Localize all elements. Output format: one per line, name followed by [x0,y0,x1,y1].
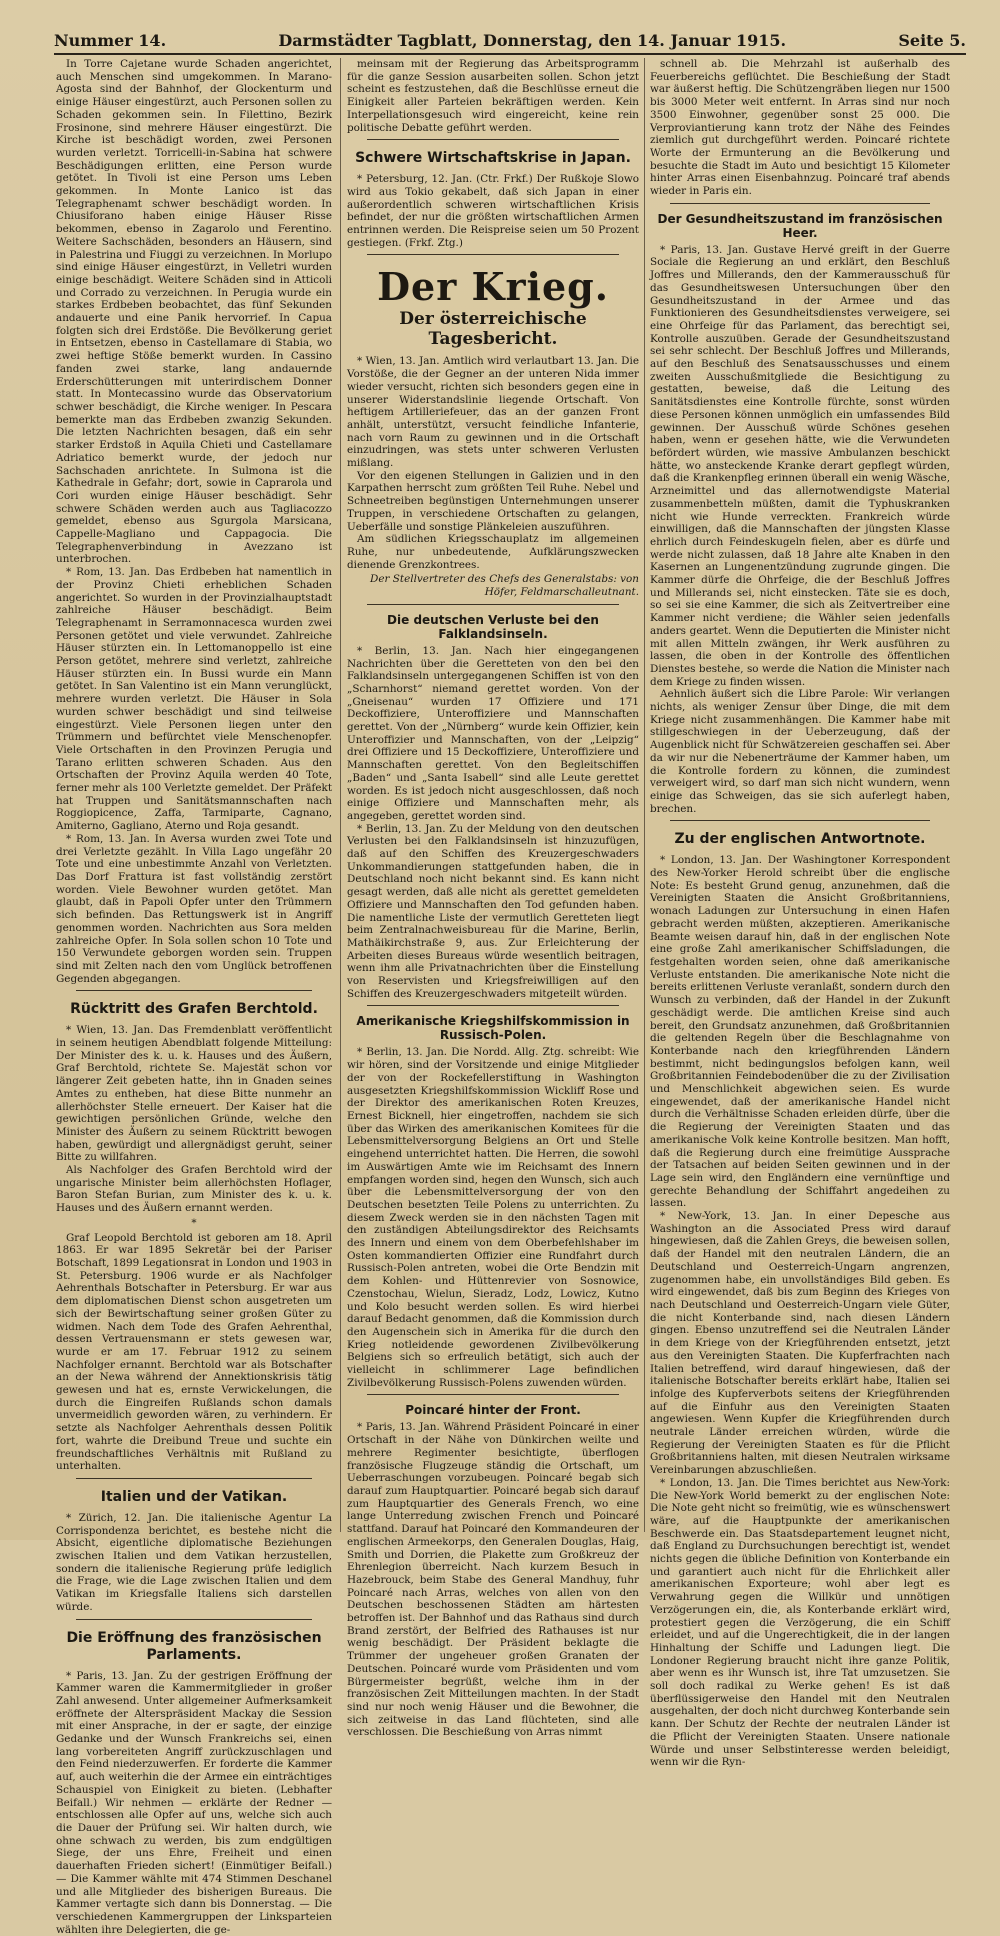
article-paragraph: * Berlin, 13. Jan. Zu der Meldung von den deutschen Verlusten bei den Falklandsinseln ist hinzuzufügen, daß auf den Schiffen des Kreuzergeschwaders Unkommandierungen stattgefunden haben, die in Deutschland noch nicht bekannt sind. Es kann nicht gesagt werden, daß alle nicht als gerettet gemeldeten Offiziere und Mannschaften den Tod gefunden haben. Die namentliche Liste der vermutlich Geretteten liegt beim Zentralnachweisbureau für die Marine, Berlin, Mathäikirchstraße 9, aus. Zur Erleichterung der Arbeiten dieses Bureaus würde wesentlich beitragen, wenn ihm alle Privatnachrichten über die Einstellung von Reservisten und Kriegsfreiwilligen auf den Schiffen des Kreuzergeschwaders mitgeteilt würden. [347,822,639,1000]
article-paragraph: * Paris, 13. Jan. Gustave Hervé greift in der Guerre Sociale die Regierung an und erklärt, den Beschluß Joffres und Millerands, den der Kammerausschuß für das Gesundheitswesen Untersuchungen über den Gesundheitszustand in der Armee und das Funktionieren des Gesundheitsdienstes verweigere, sei eine Ohrfeige für das Parlament, das berechtigt sei, Kontrolle auszuüben. Gerade der Gesundheitszustand sei sehr schlecht. Der Beschluß Joffres und Millerands, auf den Beschluß des Senatsausschusses und einem zweiten Ausschußmitgliede die Besichtigung zu gestatten, beweise, daß die Leitung des Sanitätsdienstes eine Kontrolle fürchte, sonst würden diese Personen können unmöglich ein umfassendes Bild gewinnen. Der Ausschuß würde Schönes gesehen haben, wenn er gesehen hätte, wie die Verwundeten befördert würden, wie massive Ambulanzen beschickt hätte, wo ansteckende Kranke derart gepflegt würden, daß die Krankenpfleg erinnen überall ein wenig Wäsche, Arzneimittel und das allernotwendigste Material zusammenbetteln müßten, damit die Typhuskranken nicht wie Hunde verreckten. Frankreich würde einwilligen, daß die Mannschaften der jüngsten Klasse ehrlich durch Feindeskugeln fielen, aber es dürfe und werde nicht zulassen, daß 18 Jahre alte Knaben in den Kasernen an Lungenentzündung zugrunde gingen. Die Kammer dürfe die Ohrfeige, die der Beschluß Joffres und Millerands sei, nicht einstecken. Täte sie es doch, so sei sie eine Kammer, die sich als Zeitvertreiber eine Kammer nicht verdiene; die Wähler seien jedenfalls anders geartet. Wenn die Deputierten die Minister nicht mit allen Mitteln zwängen, ihr Werk ausführen zu lassen, die oben in der Kontrolle des öffentlichen Dienstes bestehe, so werde die Nation die Minister nach dem Kriege zu finden wissen. [650,243,950,688]
article-paragraph: * Paris, 13. Jan. Während Präsident Poincaré in einer Ortschaft in der Nähe von Dünkirchen weilte und mehrere Regimenter besichtigte, überflogen französische Flugzeuge ständig die Ortschaft, um Ueberraschungen vorzubeugen. Poincaré begab sich darauf zum Hauptquartier. Poincaré begab sich darauf zum Hauptquartier des Generals French, wo eine lange Unterredung zwischen French und Poincaré stattfand. Darauf hat Poincaré den Kommandeuren der englischen Armeekorps, den Generalen Douglas, Haig, Smith und Dorrien, die Plakette zum Großkreuz der Ehrenlegion überreicht. Nach kurzem Besuch in Hazebrouck, beim Stabe des General Mandhuy, fuhr Poincaré nach Arras, welches von allen von den Deutschen beschossenen Städten am härtesten betroffen ist. Der Bahnhof und das Rathaus sind durch Brand zerstört, der Belfried des Rathauses ist nur wenig beschädigt. Der Präsident beklagte die Trümmer der ungeheuer großen Granaten der Deutschen. Poincaré wurde vom Präsidenten und vom Bürgermeister begrüßt, welche ihm in der französischen Zeit Mitteilungen machten. In der Stadt sind nur noch wenig Häuser und die Bewohner, die sich zeitweise in das Land flüchteten, sind alle verschlossen. Die Beschießung von Arras nimmt [347,1421,639,1739]
article-paragraph: * Wien, 13. Jan. Das Fremdenblatt veröffentlicht in seinem heutigen Abendblatt folgende Mitteilung: Der Minister des k. u. k. Hauses und des Äußern, Graf Berchtold, richtete Se. Majestät schon vor längerer Zeit gebeten hatte, ihn in Gnaden seines Amtes zu entheben, hat diese Bitte nunmehr an allerhöchster Stelle erneuert. Der Kaiser hat die gewichtigen persönlichen Gründe, welche den Minister des Äußern zu seinem Rücktritt bewogen haben, gewürdigt und allergnädigst geruht, seiner Bitte zu willfahren. [56,1024,332,1164]
divider [367,1394,619,1395]
divider [670,820,930,821]
divider [367,1005,619,1006]
headline-berchtold: Rücktritt des Grafen Berchtold. [70,1001,318,1018]
article-paragraph: Graf Leopold Berchtold ist geboren am 18. April 1863. Er war 1895 Sekretär bei der Pariser Botschaft, 1899 Legationsrat in London und 1903 in St. Petersburg. 1906 wurde er als Nachfolger Aehrenthals Botschafter in Petersburg. Er war aus dem diplomatischen Dienst schon ausgetreten um sich der Bewirtschaftung seiner großen Güter zu widmen. Nach dem Tode des Grafen Aehrenthal, dessen Vertrauensmann er stets gewesen war, wurde er am 17. Februar 1912 zu seinem Nachfolger ernannt. Berchtold war als Botschafter an der Newa während der Annektionskrisis tätig gewesen und hat es, ernste Verwickelungen, die durch die Eingreifen Rußlands schon damals unvermeidlich geworden wären, zu verhindern. Er setzte als Nachfolger Aehrenthals dessen Politik fort, wahrte die Dreibund Treue und suchte ein freundschaftliches Verhältnis mit Rußland zu unterhalten. [56,1231,332,1473]
column-1 [56,58,332,1936]
article-paragraph: * Petersburg, 12. Jan. (Ctr. Frkf.) Der Rußkoje Slowo wird aus Tokio gekabelt, daß sich Japan in einer außerordentlich schweren wirtschaftlichen Krisis befindet, der nur die größten wirtschaftlichen Armen entrinnen werden. Die Reispreise seien um 50 Prozent gestiegen. (Frkf. Ztg.) [347,173,639,249]
divider [367,139,619,140]
article-paragraph: * Paris, 13. Jan. Zu der gestrigen Eröffnung der Kammer waren die Kammermitglieder in großer Zahl anwesend. Unter allgemeiner Aufmerksamkeit eröffnete der Alterspräsident Mackay die Session mit einer Ansprache, in der er sagte, der einzige Gedanke und der Wunsch Frankreichs sei, einen lang vorbereiteten Angriff zurückzuschlagen und den Feind niederzuwerfen. Er forderte die Kammer auf, auch weiterhin die der Armee ein einträchtiges Schauspiel von Einigkeit zu bieten. (Lebhafter Beifall.) Wir nehmen — erklärte der Redner — entschlossen alle Opfer auf uns, welche sich auch die Dauer der Prüfung sei. Wir halten durch, wie ohne schwach zu werden, bis zum endgültigen Siege, der uns Ehre, Freiheit und einen dauerhaften Frieden sichert! (Einmütiger Beifall.) — Die Kammer wählte mit 474 Stimmen Deschanel und alle Mitglieder des bisherigen Bureaus. Die Kammer vertagte sich dann bis Donnerstag. — Die verschiedenen Kammergruppen der Linksparteien wählten ihre Delegierten, die ge- [56,1669,332,1936]
article-paragraph: * Zürich, 12. Jan. Die italienische Agentur La Corrispondenza berichtet, es bestehe nicht die Absicht, eigentliche diplomatische Beziehungen zwischen Italien und dem Vatikan herzustellen, sondern die italienische Regierung prüfe lediglich die Frage, wie die Lage zwischen Italien und dem Vatikan im Kriegsfalle Italiens sich darstellen würde. [56,1511,332,1613]
divider [76,990,312,991]
article-paragraph: schnell ab. Die Mehrzahl ist außerhalb des Feuerbereichs geflüchtet. Die Beschießung der Stadt war äußerst heftig. Die Schützengräben liegen nur 1500 bis 3000 Meter weit entfernt. In Arras sind nur noch 3500 Einwohner, gegenüber sonst 25 000. Die Verproviantierung kann trotz der Nähe des Feindes ziemlich gut durchgeführt werden. Poincaré richtete Worte der Ermunterung an die Bevölkerung und besuchte die Stadt im Auto und besichtigt 15 Kilometer hinter Arras einen Eisenbahnzug. Poincaré traf abends wieder in Paris ein. [650,58,950,198]
column-rule-1 [340,58,341,1532]
divider [367,604,619,605]
headline-der-krieg: Der Krieg. [377,264,609,310]
article-paragraph: * Berlin, 13. Jan. Nach hier eingegangenen Nachrichten über die Geretteten von den bei den Falklandsinseln untergegangenen Schiffen ist von den „Scharnhorst“ niemand gerettet worden. Von der „Gneisenau“ wurden 17 Offiziere und 171 Deckoffiziere, Unteroffiziere und Mannschaften gerettet. Von der „Nürnberg“ wurde kein Offizier, kein Unteroffizier und Mannschaften, von der „Leipzig“ drei Offiziere und 15 Deckoffiziere, Unteroffiziere und Mannschaften gerettet. Von den Begleitschiffen „Baden“ und „Santa Isabell“ sind alle Leute gerettet worden. Es ist jedoch nicht ausgeschlossen, daß noch einige Offiziere und Mannschaften mehr, als angegeben, gerettet worden sind. [347,644,639,822]
divider [670,203,930,204]
article-paragraph: Als Nachfolger des Grafen Berchtold wird der ungarische Minister beim allerhöchsten Hoflager, Baron Stefan Burian, zum Minister des k. u. k. Hauses und des Äußern ernannt werden. [56,1164,332,1215]
column-rule-2 [644,58,645,1532]
article-paragraph: In Torre Cajetane wurde Schaden angerichtet, auch Menschen sind umgekommen. In Marano-Agosta sind der Bahnhof, der Glockenturm und einige Häuser eingestürzt, auch Personen sollen zu Schaden gekommen sein. In Filettino, Bezirk Frosinone, sind mehrere Häuser eingestürzt. Die Kirche ist beschädigt worden, zwei Personen wurden verletzt. Torricelli-in-Sabina hat schwere Beschädigungen erlitten, eine Person wurde getötet. In Tivoli ist eine Person ums Leben gekommen. In Monte Lanico ist das Telegraphenamt schwer beschädigt worden. In Chiusiforano haben einige Häuser Risse bekommen, ebenso in Zagarolo und Ferentino. Weitere Sachschäden, besonders an Häusern, sind in Palestrina und Fiuggi zu verzeichnen. In Morlupo sind einige Häuser eingestürzt, in Velletri wurden einige beschädigt. Weitere Schäden sind in Atticoli und Corrado zu verzeichnen. In Perugia wurde ein starkes Erdbeben beobachtet, das fünf Sekunden andauerte und eine Panik hervorrief. In Capua folgten sich drei Erdstöße. Die Bevölkerung geriet in Entsetzen, ebenso in Castellamare di Stabia, wo zwei heftige Stöße bemerkt wurden. In Cassino fanden zwei starke, lang andauernde Erderschütterungen mit unterirdischem Donner statt. In Montecassino wurde das Observatorium schwer beschädigt, die Kirche weniger. In Pescara bemerkte man das Erdbeben zwanzig Sekunden. Die letzten Nachrichten besagen, daß ein sehr starker Erdstoß in Aquila Chieti und Castellamare Adriatico bemerkt wurde, der jedoch nur Sachschaden anrichtete. In Sulmona ist die Kathedrale in Gefahr; dort, sowie in Caprarola und Cori wurden einige Häuser beschädigt. Sehr schwere Schäden werden auch aus Tagliacozzo gemeldet, ebenso aus Sgurgola Marsicana, Cappelle-Magliano und Cappagocia. Die Telegraphenverbindung in Avezzano ist unterbrochen. [56,58,332,566]
column-2 [347,58,639,1739]
article-paragraph: * Rom, 13. Jan. Das Erdbeben hat namentlich in der Provinz Chieti erheblichen Schaden angerichtet. So wurden in der Provinzialhauptstadt zahlreiche Häuser beschädigt. Beim Telegraphenamt in Serramonnacesca wurden zwei Personen getötet und viele verwundet. Zahlreiche Häuser stürzten ein. In Lettomanoppello ist eine Person getötet, mehrere sind verletzt, zahlreiche Häuser stürzten ein. In Bussi wurde ein Mann getötet. In San Valentino ist ein Mann verunglückt, mehrere wurden verletzt. Die Häuser in Sola wurden schwer beschädigt und sind teilweise eingestürzt. Viele Personen liegen unter den Trümmern und befürchtet viele Menschenopfer. Viele Ortschaften in den Provinzen Perugia und Tarano erlitten schweren Schaden. Aus den Ortschaften der Provinz Aquila werden 40 Tote, ferner mehr als 100 Verletzte gemeldet. Der Präfekt hat Truppen und Sanitätsmannschaften nach Roggiopicence, Zaffa, Tarmiparte, Cagnano, Amiterno, Gagliano, Aterno und Roja gesandt. [56,566,332,833]
divider [76,1619,312,1620]
article-paragraph: * Rom, 13. Jan. In Aversa wurden zwei Tote und drei Verletzte gezählt. In Villa Lago ungefähr 20 Tote und eine unbestimmte Anzahl von Verletzten. Das Dorf Frattura ist fast vollständig zerstört worden. Viele Bewohner wurden getötet. Man glaubt, daß in Papoli Opfer unter den Trümmern sich befinden. Das Rettungswerk ist in Angriff genommen worden. Nachrichten aus Sora melden zahlreiche Opfer. In Sola sollen schon 10 Tote und 150 Verwundete geborgen worden sein. Truppen sind mit Zelten nach den vom Unglück betroffenen Gegenden abgegangen. [56,832,332,985]
article-paragraph: * London, 13. Jan. Die Times berichtet aus New-York: Die New-York World bemerkt zu der englischen Note: Die Note geht nicht so freimütig, wie es wünschenswert wäre, auf die Hauptpunkte der amerikanischen Beschwerde ein. Das Staatsdepartement leugnet nicht, daß England zu Durchsuchungen berechtigt ist, wendet nichts gegen die übliche Definition von Konterbande ein und garantiert auch nicht für die Ehrlichkeit aller amerikanischen Exporteure; wohl aber legt es Verwahrung gegen die Willkür und unnötigen Verzögerungen ein, die, als Konterbande erklärt wird, protestiert gegen die Verzögerung, die ein Schiff erleidet, und auf die Ungerechtigkeit, die in der langen Hinhaltung der Schiffe und Ladungen liegt. Die Londoner Regierung braucht nicht ihre ganze Politik, aber wenn es ihr Wunsch ist, ihre Tat umzusetzen. Sie soll doch radikal zu Werke gehen! Es ist daß überflüssigerweise den Handel mit den Neutralen ausgehalten, der doch nicht durchweg Konterbande sein kann. Der Schutz der Rechte der neutralen Länder ist die Pflicht der Vereinigten Staaten. Unsere nationale Würde und unser Selbstinteresse werden beleidigt, wenn wir die Ryn- [650,1476,950,1769]
page-number: Seite 5. [898,31,966,50]
article-paragraph: * London, 13. Jan. Der Washingtoner Korrespondent des New-Yorker Herold schreibt über die englische Note: Es besteht Grund genug, anzunehmen, daß die Vereinigten Staaten die Ansicht Großbritanniens, wonach Ladungen zur Untersuchung in einen Hafen gebracht werden müßten, akzeptieren. Amerikanische Beamte weisen darauf hin, daß in der englischen Note eine große Zahl amerikanischer Schiffsladungen, die festgehalten worden seien, ohne daß amerikanische Verluste entstanden. Die amerikanische Note nicht die bereits erlittenen Verluste veranlaßt, sondern durch den Wunsch zu verbinden, daß der Handel in der Zukunft geschädigt werde. Die amtlichen Kreise sind auch bereit, den Grundsatz anzunehmen, daß Großbritannien die geltenden Regeln über die Beschlagnahme von Konterbande nach den kriegführenden Ländern bestimmt, nicht bedingungslos befolgen kann, weil Großbritannien Feindebodenüber die zu der Zivilisation und Menschlichkeit abgewichen seien. Es wurde eingewendet, daß der amerikanische Handel nicht durch die Verhältnisse Schaden erleiden dürfe, über die die Regierung der Vereinigten Staaten und das amerikanische Volk keine Kontrolle besitzen. Man hofft, daß die Regierung durch eine freimütige Aussprache der Tatsachen auf beiden Seiten gewinnen und in der Lage sein wird, den Engländern eine vernünftige und gerechte Behandlung der Schiffahrt angedeihen zu lassen. [650,854,950,1210]
article-paragraph: Aehnlich äußert sich die Libre Parole: Wir verlangen nichts, als weniger Zensur über Dinge, die mit dem Kriege nicht zusammenhängen. Die Kammer habe mit stillgeschwiegen in der Ueberzeugung, daß der Augenblick nicht für Schwätzereien geschaffen sei. Aber da wir nur die Nebenerträume der Kammer haben, um die Kontrolle fordern zu können, die zumindest verweigert wird, so darf man sich nicht wundern, wenn einige das Schweigen, das sie sich auferlegt haben, brechen. [650,688,950,815]
article-paragraph: * Wien, 13. Jan. Amtlich wird verlautbart 13. Jan. Die Vorstöße, die der Gegner an der unteren Nida immer wieder versucht, richten sich besonders gegen eine in unserer Widerstandslinie liegende Ortschaft. Von heftigem Artilleriefeuer, das an der ganzen Front anhält, unterstützt, versucht feindliche Infanterie, nach vorn Raum zu gewinnen und in die Ortschaft einzudringen, was stets unter schweren Verlusten mißlang. [347,355,639,470]
masthead-title: Darmstädter Tagblatt, Donnerstag, den 14. Januar 1915. [278,31,787,50]
headline-japan: Schwere Wirtschaftskrise in Japan. [355,150,631,167]
issue-number: Nummer 14. [54,31,167,50]
headline-vatikan: Italien und der Vatikan. [100,1488,288,1505]
column-3 [650,58,950,1769]
article-paragraph: meinsam mit der Regierung das Arbeitsprogramm für die ganze Session ausarbeiten sollen. Schon jetzt scheint es festzustehen, daß die Beschlüsse erneut die Einigkeit aller Parteien bekräftigen werden. Kein Interpellationsgesuch wird eingereicht, keine rein politische Debatte geführt werden. [347,58,639,134]
masthead [54,26,966,55]
headline-poincare: Poincaré hinter der Front. [405,1403,581,1418]
headline-parlament: Die Eröffnung des französischen Parlaments. [66,1629,322,1663]
article-paragraph: Am südlichen Kriegsschauplatz im allgemeinen Ruhe, nur unbedeutende, Aufklärungszwecken dienende Grenzkontrees. [347,533,639,571]
headline-antwortnote: Zu der englischen Antwortnote. [674,831,926,848]
signature: Der Stellvertreter des Chefs des Generalstabs: von Höfer, Feldmarschalleutnant. [370,573,639,599]
separator-star: * [191,1216,197,1229]
headline-gesundheit: Der Gesundheitszustand im französischen Heer. [657,211,943,240]
article-paragraph: * Berlin, 13. Jan. Die Nordd. Allg. Ztg. schreibt: Wie wir hören, sind der Vorsitzende und einige Mitglieder der von der Rockefellerstiftung in Washington ausgesetzten Kriegshilfskommission Wickliff Rose und der Direktor des amerikanischen Roten Kreuzes, Ernest Bicknell, hier eingetroffen, nachdem sie sich über das Wirken des amerikanischen Komitees für die Lebensmittelversorgung Belgiens an Ort und Stelle eingehend unterrichtet hatten. Die Herren, die sowohl im Auswärtigen Amte wie im Reichsamt des Innern empfangen worden sind, hegen den Wunsch, sich auch über die Lebensmittelversorgung der von den Deutschen besetzten Teile Polens zu unterrichten. Zu diesem Zweck werden sie in den nächsten Tagen mit den zuständigen Abteilungsdirektor des Reichsamts des Innern und einem von dem Oberbefehlshaber im Osten kommandierten Offizier eine Rundfahrt durch Russisch-Polen antreten, wobei die Orte Bendzin mit dem Kohlen- und Hüttenrevier von Sosnowice, Czenstochau, Wielun, Sieradz, Lodz, Lowicz, Kutno und Kolo besucht werden sollen. Es wird hierbei darauf Bedacht genommen, daß die Kommission durch den Augenschein sich in Amerika für die durch den Krieg notleidende gewordenen Zivilbevölkerung Belgiens sich so erfreulich betätigt, sich auch der vielleicht in schlimmerer Lage befindlichen Zivilbevölkerung Russisch-Polens zuwenden würden. [347,1046,639,1389]
divider [367,254,619,255]
subheadline-tagesbericht: Der österreichische Tagesbericht. [399,309,587,350]
divider [76,1478,312,1479]
headline-amerika: Amerikanische Kriegshilfskommission in Russisch-Polen. [356,1014,630,1043]
article-paragraph: Vor den eigenen Stellungen in Galizien und in den Karpathen herrscht zum größten Teil Ruhe. Nebel und Schneetreiben begünstigen Unternehmungen unserer Truppen, in verschiedene Ortschaften zu gelangen, Ueberfälle und sonstige Plänkeleien auszuführen. [347,469,639,533]
headline-falkland: Die deutschen Verluste bei den Falklandsinseln. [387,612,599,641]
article-paragraph: * New-York, 13. Jan. In einer Depesche aus Washington an die Associated Press wird darauf hingewiesen, daß die Zahlen Greys, die beweisen sollen, daß der Handel mit den neutralen Ländern, die an Deutschland und Oesterreich-Ungarn angrenzen, zugenommen habe, ein unvollständiges Bild geben. Es wird eingewendet, daß bis zum Beginn des Krieges von nach Deutschland und Oesterreich-Ungarn viele Güter, die nicht Konterbande sind, nach diesen Ländern gingen. Ebenso unzutreffend sei die Neutralen Länder in dem Kriege von der Kriegführenden entsetzt, jetzt aus den Vereinigten Staaten. Die Kupferfrachten nach Italien betreffend, wird darauf hingewiesen, daß der italienische Botschafter bereits erklärt habe, Italien sei infolge des Kupferverbots seitens der Kriegführenden auf die Einfuhr aus den Vereinigten Staaten angewiesen. Wenn Kupfer die Kriegführenden durch neutrale Länder erreichen würden, würde die Regierung der Vereinigten Staaten es für die Pflicht Großbritanniens halten, mit diesen Neutralen wirksame Vereinbarungen abzuschließen. [650,1210,950,1477]
